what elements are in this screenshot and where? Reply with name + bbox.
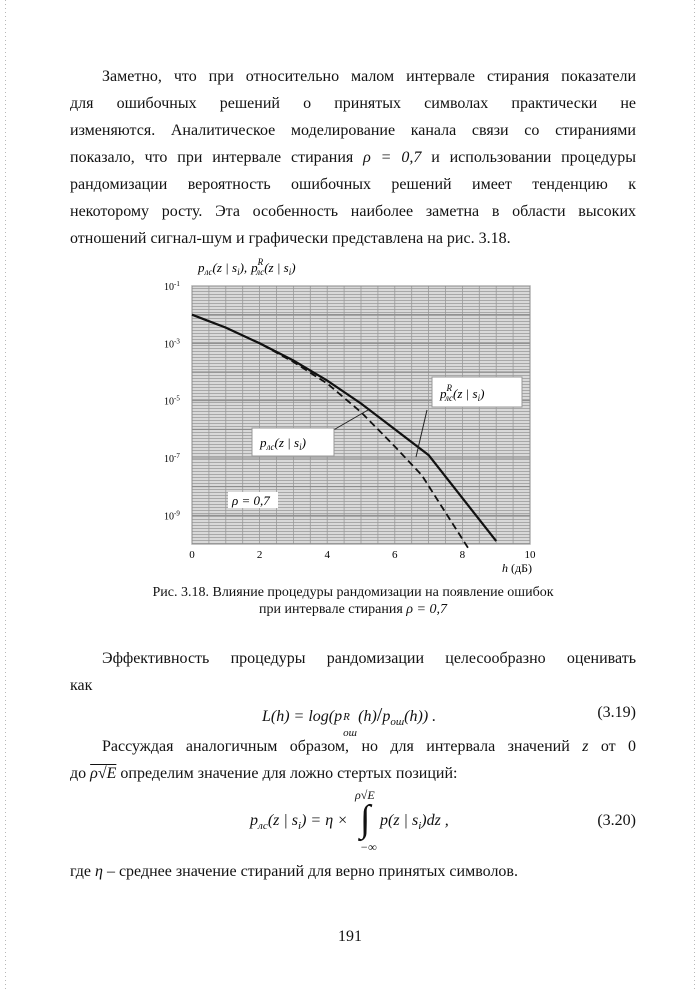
p1-line-2: для ошибочных решений о принятых символах практически не [70, 95, 636, 112]
x-tick-label: 10 [524, 549, 536, 561]
y-tick-label: $10^{-9}$ [164, 509, 180, 523]
equation-3-20: $p_{лс}(z$ | $s_i) = \eta$ × ρ√E ∫ −∞ p(z | $s_i)dz$ , (3.20) [250, 788, 636, 854]
caption-line-1: Рис. 3.18. Влияние процедуры рандомизации на появление ошибок [152, 585, 554, 600]
p1-line-6: некоторому росту. Эта особенность наиболее заметна в области высоких [70, 203, 636, 220]
rho-value: ρ = 0,7 [363, 149, 422, 166]
integral-sign: ∫ [360, 798, 371, 840]
y-tick-label: $10^{-3}$ [164, 337, 180, 351]
p1-line-5: рандомизации вероятность ошибочных решений имеет тенденцию к [70, 176, 636, 193]
y-tick-label: $10^{-7}$ [164, 452, 180, 465]
y-tick-label: $10^{-1}$ [164, 280, 180, 293]
x-tick-labels [189, 549, 536, 561]
svg-text:pлс(z | si): $p_{лс}(z$ | $s_i$) [260, 435, 306, 452]
p3-line-1: Рассуждая аналогичным образом, но для интервала значений z от 0 [102, 738, 637, 755]
p3-line-2: до ρ√E определим значение для ложно стертых позиций: [70, 765, 458, 782]
error-probability-chart [150, 252, 550, 582]
equation-3-19: L(h) = log(p R ош $(h)/p_{ош}(h)$) . (3.19) [262, 704, 636, 739]
paragraph-2 [70, 645, 636, 699]
svg-text:ρ = 0,7: ρ = 0,7 [232, 493, 270, 508]
left-dotted-margin [5, 0, 6, 990]
integral-lower-limit: −∞ [360, 840, 377, 854]
figure-3-18 [150, 252, 550, 582]
x-tick-label: 6 [392, 549, 398, 561]
x-tick-label: 0 [189, 549, 195, 561]
p2-line-2: как [70, 677, 93, 694]
p1-line-7: отношений сигнал-шум и графически представлена на рис. 3.18. [70, 230, 511, 247]
annotation-rho [228, 492, 278, 508]
equation-3-20-number: (3.20) [597, 812, 636, 829]
x-tick-label: 4 [324, 549, 330, 561]
p4-line-1: где η – среднее значение стираний для верно принятых символов. [70, 863, 518, 880]
x-tick-label: 2 [256, 549, 263, 561]
p1-line-3: изменяются. Аналитическое моделирование канала связи со стираниями [70, 122, 636, 139]
paragraph-4 [70, 858, 636, 885]
figure-caption [70, 584, 636, 618]
y-tick-label: $10^{-5}$ [164, 394, 180, 408]
p1-line-1: Заметно, что при относительно малом интервале стирания показатели [102, 68, 636, 85]
equation-3-19-number: (3.19) [597, 704, 636, 721]
p1-line-4: показало, что при интервале стирания ρ = 0,7 и использовании процедуры [70, 149, 637, 166]
page-number: 191 [338, 928, 362, 945]
y-axis-label: $p_{лс}(z$ | $s_i$), $p^R$ лс(z | $s_i$) [198, 257, 296, 277]
x-tick-label: 8 [459, 549, 466, 561]
svg-text:pRлс(z | si): $p^R$ лс(z | $s_i$) [440, 383, 485, 403]
paragraph-3 [70, 733, 636, 787]
paragraph-1 [70, 63, 636, 252]
x-axis-label: h (дБ) [502, 561, 532, 575]
right-dotted-margin [694, 0, 695, 990]
p2-line-1: Эффективность процедуры рандомизации целесообразно оценивать [102, 650, 636, 667]
caption-line-2: при интервале стирания ρ = 0,7 [259, 602, 447, 617]
y-tick-labels [164, 280, 180, 522]
integral-upper-limit: ρ√E [355, 788, 375, 802]
